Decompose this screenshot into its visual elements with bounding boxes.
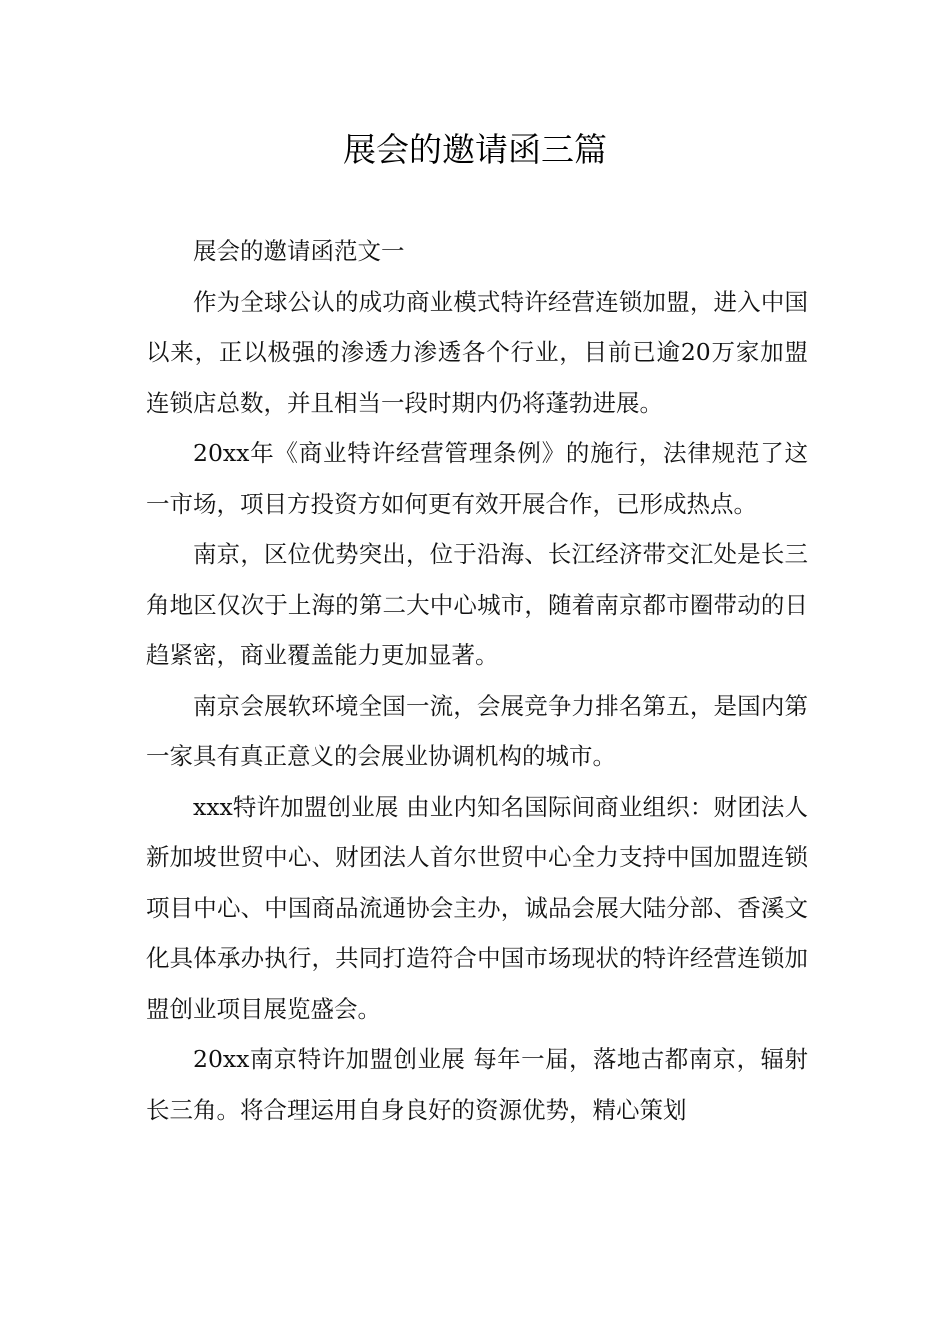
document-body [146,226,808,1135]
paragraph: 南京会展软环境全国一流，会展竞争力排名第五，是国内第一家具有真正意义的会展业协调机构的城市。 [146,691,808,770]
paragraph: xxx特许加盟创业展 由业内知名国际间商业组织：财团法人新加坡世贸中心、财团法人首尔世贸中心全力支持中国加盟连锁项目中心、中国商品流通协会主办，诚品会展大陆分部、香溪文化具体承办执行，共同打造符合中国市场现状的特许经营连锁加盟创业项目展览盛会。 [146,792,808,1023]
paragraph: 南京，区位优势突出，位于沿海、长江经济带交汇处是长三角地区仅次于上海的第二大中心城市，随着南京都市圈带动的日趋紧密，商业覆盖能力更加显著。 [146,540,808,669]
paragraph: 20xx南京特许加盟创业展 每年一届，落地古都南京，辐射长三角。将合理运用自身良好的资源优势，精心策划 [146,1045,808,1124]
paragraph: 20xx年《商业特许经营管理条例》的施行，法律规范了这一市场，项目方投资方如何更有效开展合作，已形成热点。 [146,439,808,518]
paragraph: 作为全球公认的成功商业模式特许经营连锁加盟，进入中国以来，正以极强的渗透力渗透各个行业，目前已逾20万家加盟连锁店总数，并且相当一段时期内仍将蓬勃进展。 [146,287,808,417]
section-heading: 展会的邀请函范文一 [193,237,405,265]
document-title: 展会的邀请函三篇 [343,130,607,169]
